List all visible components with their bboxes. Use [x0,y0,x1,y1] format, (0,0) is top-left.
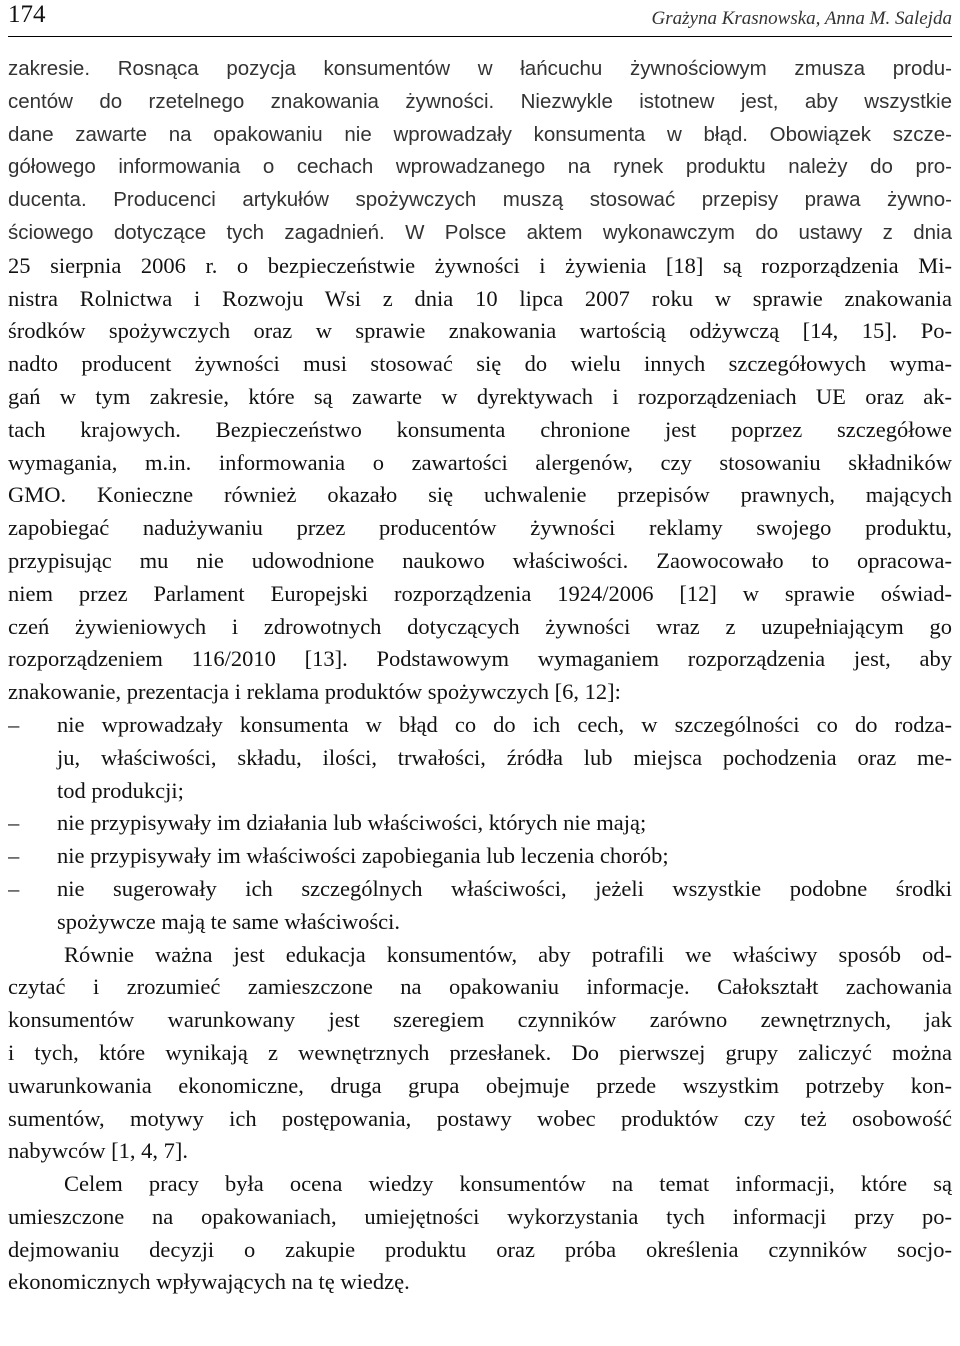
page-header [8,2,952,37]
list-item [8,709,952,807]
text-line: ducenta. Producenci artykułów spożywczych muszą stosować przepisy prawa żywno- [8,188,952,212]
list-dash: – [8,875,20,901]
text-line: dane zawarte na opakowaniu nie wprowadzały konsumenta w błąd. Obowiązek szcze- [8,122,952,146]
list-item-line: – nie przypisywały im działania lub właściwości, których nie mają; [8,807,952,840]
text-line: środków spożywczych oraz w sprawie znakowania wartością odżywczą [14, 15]. Po- [8,318,952,344]
page-number: 174 [8,1,46,28]
text-line: przypisując mu nie udowodnione naukowo właściwości. Zaowocowało to opracowa- [8,547,952,573]
paragraph-aim [8,1168,952,1299]
text-line: konsumentów warunkowany jest szeregiem czynników zarówno zewnętrznych, jak [8,1007,952,1033]
page [8,0,952,1295]
text-line: gań w tym zakresie, które są zawarte w dyrektywach i rozporządzeniach UE oraz ak- [8,383,952,409]
text-line: ekonomicznych wpływających na tę wiedzę. [8,1269,410,1295]
text-line: nistra Rolnictwa i Rozwoju Wsi z dnia 10 lipca 2007 roku w sprawie znakowania [8,285,952,311]
list-item [8,873,952,939]
text-line: Równie ważna jest edukacja konsumentów, aby potrafili we właściwy sposób od- [64,941,952,967]
list-dash: – [8,843,20,869]
list-item-line: tod produkcji; [57,777,184,803]
list-item [8,840,952,873]
text-line: nadto producent żywności musi stosować się do wielu innych szczegółowych wyma- [8,351,952,377]
text-line: umieszczone na opakowaniach, umiejętności wykorzystania tych informacji przy po- [8,1203,952,1229]
running-head: Grażyna Krasnowska, Anna M. Salejda [651,8,952,29]
text-line: uwarunkowania ekonomiczne, druga grupa obejmuje przede wszystkim potrzeby kon- [8,1072,952,1098]
list-item-line: ju, właściwości, składu, ilości, trwałości, źródła lub miejsca pochodzenia oraz me- [57,744,952,770]
text-line: czeń żywieniowych i zdrowotnych dotyczących żywności wraz z uzupełniającym go [8,613,952,639]
text-line: tach krajowych. Bezpieczeństwo konsumenta chronione jest poprzez szczegółowe [8,416,952,442]
text-line: niem przez Parlament Europejski rozporządzenia 1924/2006 [12] w sprawie oświad- [8,580,952,606]
paragraph-education [8,939,952,1169]
text-line: czytać i zrozumieć zamieszczone na opakowaniu informacje. Całokształt zachowania [8,974,952,1000]
list-dash: – [8,711,20,737]
list-item [8,807,952,840]
text-line: sumentów, motywy ich postępowania, postawy wobec produktów czy też osobowość [8,1105,952,1131]
text-line: 25 sierpnia 2006 r. o bezpieczeństwie żywności i żywienia [18] są rozporządzenia Mi- [8,252,952,278]
text-line: centów do rzetelnego znakowania żywności. Niezwykle istotnew jest, aby wszystkie [8,89,952,113]
text-line: i tych, które wynikają z wewnętrznych przesłanek. Do pierwszej grupy zaliczyć można [8,1039,952,1065]
text-line: zakresie. Rosnąca pozycja konsumentów w łańcuchu żywnościowym zmusza produ- [8,57,952,80]
list-item-line: – nie wprowadzały konsumenta w błąd co do ich cech, w szczególności co do rodza- [8,709,952,742]
list-item-line: – nie przypisywały im właściwości zapobiegania lub leczenia chorób; [8,840,952,873]
list-item-line: – nie sugerowały ich szczególnych właściwości, jeżeli wszystkie podobne środki [8,873,952,906]
text-line: wymagania, m.in. informowania o zawartości alergenów, czy stosowaniu składników [8,449,952,475]
text-line: Celem pracy była ocena wiedzy konsumentów na temat informacji, które są [64,1171,952,1197]
text-line: rozporządzeniem 116/2010 [13]. Podstawowym wymaganiem rozporządzenia jest, aby [8,646,952,672]
text-line: gółowego informowania o cechach wprowadzanego na rynek produktu należy do pro- [8,155,952,179]
text-line: zapobiegać nadużywaniu przez producentów żywności reklamy swojego produktu, [8,515,952,541]
text-line: nabywców [1, 4, 7]. [8,1138,188,1164]
text-line: ściowego dotyczące tych zagadnień. W Polsce aktem wykonawczym do ustawy z dnia [8,220,952,244]
list-item-line: spożywcze mają te same właściwości. [57,908,400,934]
text-line: znakowanie, prezentacja i reklama produktów spożywczych [6, 12]: [8,679,621,705]
article-body [8,53,952,1299]
text-line: dejmowaniu decyzji o zakupie produktu oraz próba określenia czynników socjo- [8,1236,952,1262]
list-dash: – [8,810,20,836]
requirements-list [8,709,952,939]
text-line: GMO. Konieczne również okazało się uchwalenie przepisów prawnych, mających [8,482,952,508]
